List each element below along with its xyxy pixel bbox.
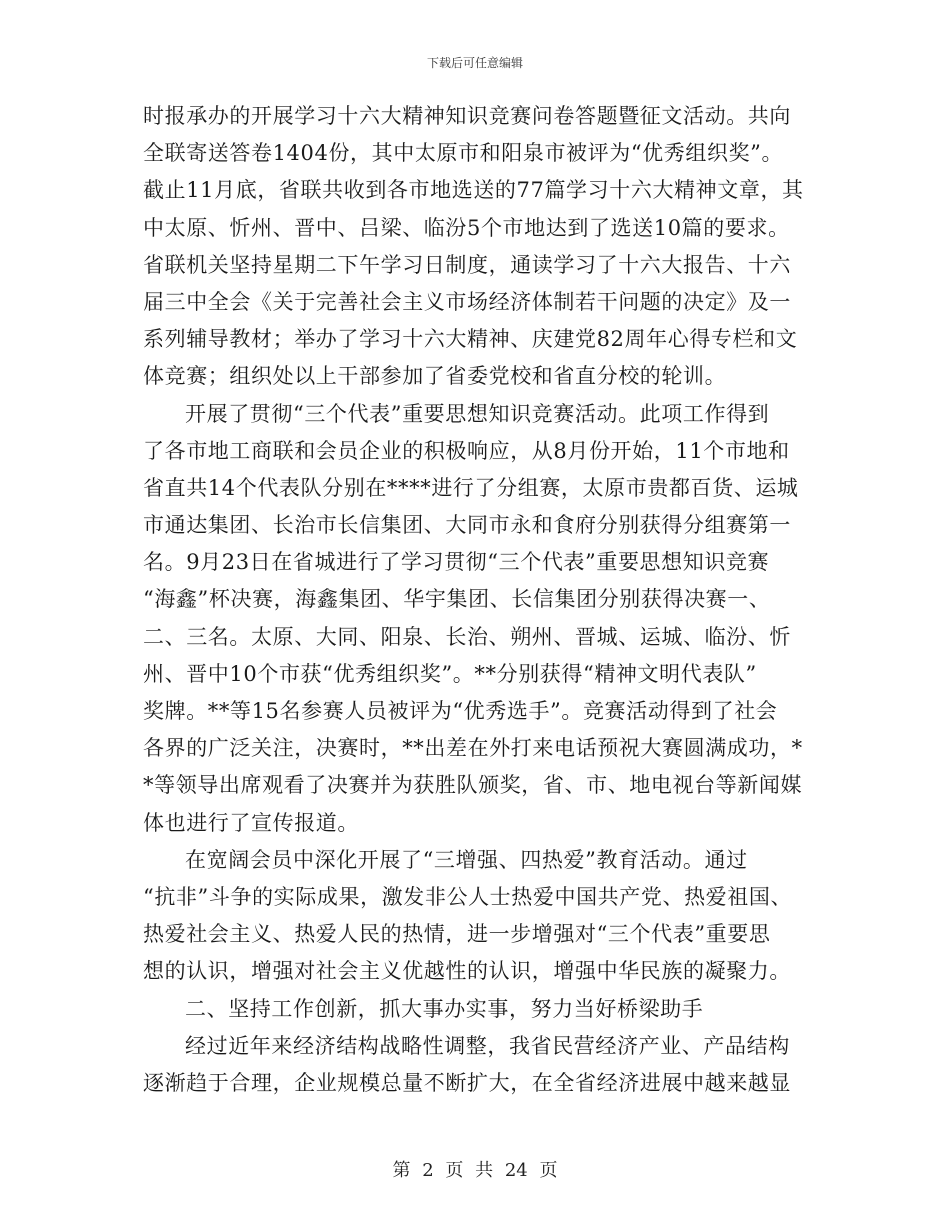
text-line: 二、坚持工作创新，抓大事办实事，努力当好桥梁助手 (185, 996, 704, 1021)
text-line: 州、晋中10个市获“优秀组织奖”。**分别获得“精神文明代表队” (143, 661, 757, 686)
text-line: 在宽阔会员中深化开展了“三增强、四热爱”教育活动。通过 (185, 847, 748, 872)
text-line: 各界的广泛关注，决赛时，**出差在外打来电话预祝大赛圆满成功，* (143, 736, 803, 761)
text-line: 全联寄送答卷1404份，其中太原市和阳泉市被评为“优秀组织奖”。 (143, 141, 784, 166)
text-line: *等领导出席观看了决赛并为获胜队颁奖，省、市、地电视台等新闻媒 (143, 773, 803, 798)
page-header: 下载后可任意编辑 (426, 56, 523, 70)
text-line: 截止11月底，省联共收到各市地选送的77篇学习十六大精神文章，其 (143, 178, 804, 203)
text-line: 经过近年来经济结构战略性调整，我省民营经济产业、产品结构 (185, 1033, 790, 1058)
text-line: 名。9月23日在省城进行了学习贯彻“三个代表”重要思想知识竞赛 (143, 550, 770, 575)
text-line: “抗非”斗争的实际成果，激发非公人士热爱中国共产党、热爱祖国、 (143, 884, 793, 909)
text-line: “海鑫”杯决赛，海鑫集团、华宇集团、长信集团分别获得决赛一、 (143, 587, 771, 612)
text-line: 了各市地工商联和会员企业的积极响应，从8月份开始，11个市地和 (143, 438, 790, 463)
document-body (143, 98, 809, 1102)
text-line: 时报承办的开展学习十六大精神知识竞赛问卷答题暨征文活动。共向 (143, 104, 791, 128)
text-line: 届三中全会《关于完善社会主义市场经济体制若干问题的决定》及一 (143, 289, 791, 314)
text-line: 省直共14个代表队分别在****进行了分组赛，太原市贵都百货、运城 (143, 475, 799, 500)
text-line: 中太原、忻州、晋中、吕梁、临汾5个市地达到了选送10篇的要求。 (143, 215, 790, 240)
text-line: 体也进行了宣传报道。 (143, 810, 359, 835)
text-line: 二、三名。太原、大同、阳泉、长治、朔州、晋城、运城、临汾、忻 (143, 624, 791, 649)
text-line: 想的认识，增强对社会主义优越性的认识，增强中华民族的凝聚力。 (143, 959, 791, 984)
page-footer: 第 2 页 共 24 页 (392, 1160, 558, 1181)
text-line: 开展了贯彻“三个代表”重要思想知识竞赛活动。此项工作得到 (185, 401, 770, 426)
text-line: 市通达集团、长治市长信集团、大同市永和食府分别获得分组赛第一 (143, 513, 791, 538)
text-line: 热爱社会主义、热爱人民的热情，进一步增强对“三个代表”重要思 (143, 922, 771, 947)
text-line: 系列辅导教材；举办了学习十六大精神、庆建党82周年心得专栏和文 (143, 327, 798, 352)
text-line: 逐渐趋于合理，企业规模总量不断扩大，在全省经济进展中越来越显 (143, 1070, 791, 1095)
text-line: 奖牌。**等15名参赛人员被评为“优秀选手”。竞赛活动得到了社会 (143, 699, 778, 723)
text-line: 体竞赛；组织处以上干部参加了省委党校和省直分校的轮训。 (143, 364, 727, 389)
text-line: 省联机关坚持星期二下午学习日制度，通读学习了十六大报告、十六 (143, 252, 791, 277)
